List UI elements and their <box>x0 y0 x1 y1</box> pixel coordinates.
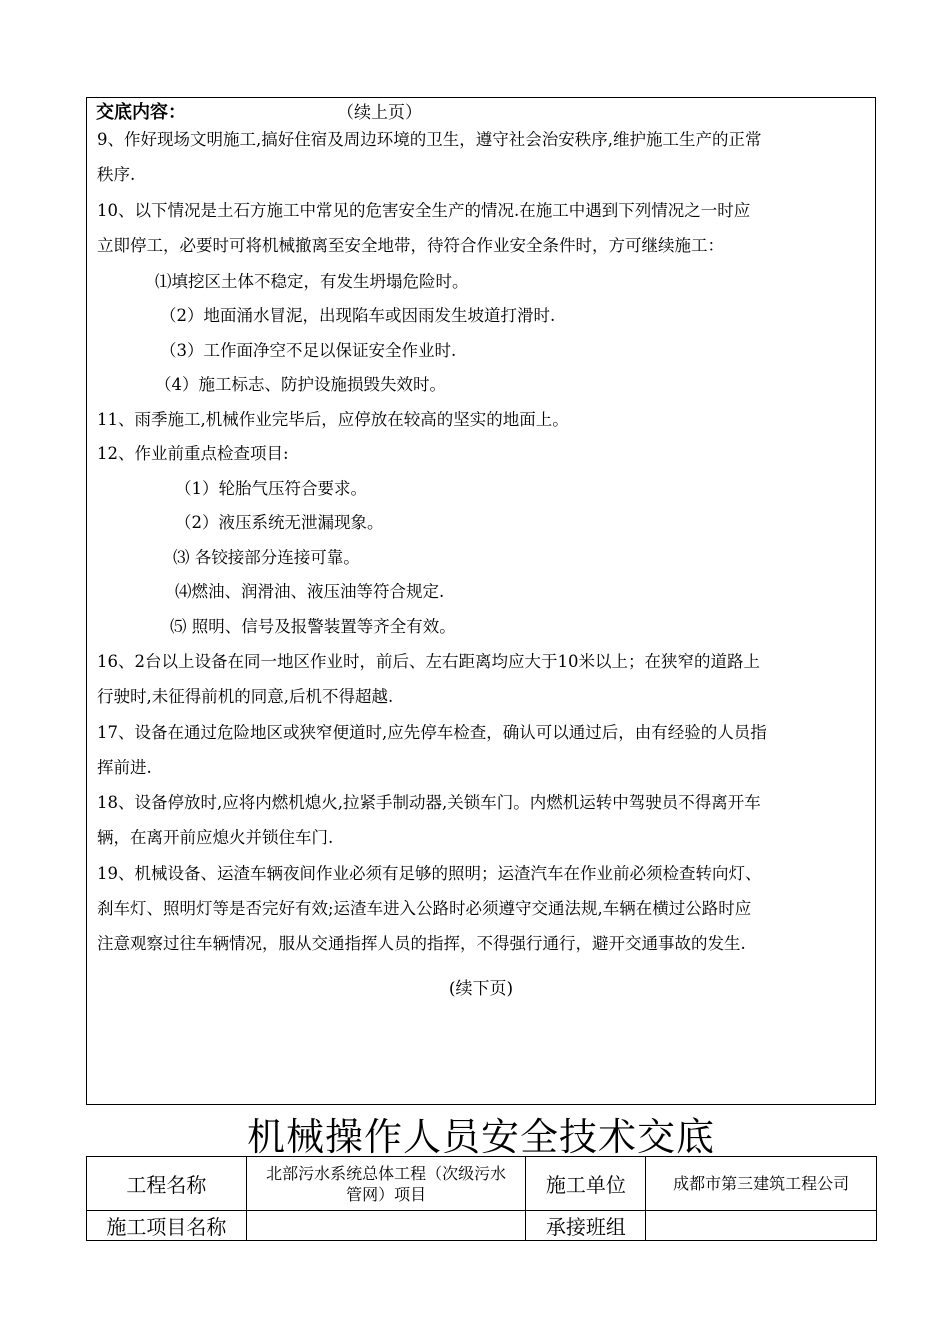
content-line: （4）施工标志、防护设施损毁失效时。 <box>155 375 446 394</box>
content-line: ⑷燃油、润滑油、液压油等符合规定. <box>175 582 445 601</box>
content-header-label: 交底内容： <box>96 102 186 123</box>
content-line: （2）地面涌水冒泥，出现陷车或因雨发生坡道打滑时. <box>160 306 556 325</box>
continued-from-note: （续上页） <box>337 103 422 123</box>
content-line: 刹车灯、照明灯等是否完好有效;运渣车进入公路时必须遵守交通法规,车辆在横过公路时应 <box>97 899 752 918</box>
project-info-table <box>86 1156 877 1241</box>
content-line: （2）液压系统无泄漏现象。 <box>175 513 384 532</box>
form-title: 机械操作人员安全技术交底 <box>246 1115 715 1159</box>
disclosure-content-box <box>86 97 876 1105</box>
content-line: 12、作业前重点检查项目: <box>97 444 289 463</box>
project-name-value: 北部污水系统总体工程（次级污水管网）项目 <box>246 1157 526 1211</box>
content-line: 10、以下情况是土石方施工中常见的危害安全生产的情况.在施工中遇到下列情况之一时应 <box>97 201 751 220</box>
sub-project-row <box>87 1211 877 1241</box>
content-line: ⑸ 照明、信号及报警装置等齐全有效。 <box>170 617 456 636</box>
content-line: 17、设备在通过危险地区或狭窄便道时,应先停车检查，确认可以通过后，由有经验的人员指 <box>97 723 767 742</box>
content-line: 秩序. <box>97 165 136 184</box>
sub-project-value <box>246 1211 526 1241</box>
content-line: ⑶ 各铰接部分连接可靠。 <box>173 548 360 567</box>
project-name-label: 工程名称 <box>87 1157 247 1211</box>
content-line: 18、设备停放时,应将内燃机熄火,拉紧手制动器,关锁车门。内燃机运转中驾驶员不得离开车 <box>97 793 761 812</box>
content-line: 行驶时,未征得前机的同意,后机不得超越. <box>97 687 394 706</box>
construction-unit-label: 施工单位 <box>526 1157 646 1211</box>
content-line: 注意观察过往车辆情况，服从交通指挥人员的指挥，不得强行通行，避开交通事故的发生. <box>97 934 746 953</box>
content-line: 16、2台以上设备在同一地区作业时，前后、左右距离均应大于10米以上；在狭窄的道路上 <box>97 652 760 671</box>
content-line: 19、机械设备、运渣车辆夜间作业必须有足够的照明；运渣汽车在作业前必须检查转向灯、 <box>97 864 762 883</box>
content-line: 9、作好现场文明施工,搞好住宿及周边环境的卫生，遵守社会治安秩序,维护施工生产的正常 <box>97 130 762 149</box>
content-line: 11、雨季施工,机械作业完毕后，应停放在较高的坚实的地面上。 <box>97 410 569 429</box>
content-line: 辆，在离开前应熄火并锁住车门. <box>97 828 334 847</box>
project-row <box>87 1157 877 1211</box>
construction-unit-value: 成都市第三建筑工程公司 <box>646 1157 877 1211</box>
team-label: 承接班组 <box>526 1211 646 1241</box>
sub-project-label: 施工项目名称 <box>87 1211 247 1241</box>
content-line: （1）轮胎气压符合要求。 <box>175 479 367 498</box>
content-line: ⑴填挖区土体不稳定，有发生坍塌危险时。 <box>155 272 469 291</box>
content-line: （3）工作面净空不足以保证安全作业时. <box>160 341 457 360</box>
team-value <box>646 1211 877 1241</box>
content-line: 立即停工，必要时可将机械撤离至安全地带，待符合作业安全条件时，方可继续施工： <box>97 236 724 255</box>
continued-next-note: (续下页) <box>448 979 514 999</box>
content-line: 挥前进. <box>97 758 152 777</box>
